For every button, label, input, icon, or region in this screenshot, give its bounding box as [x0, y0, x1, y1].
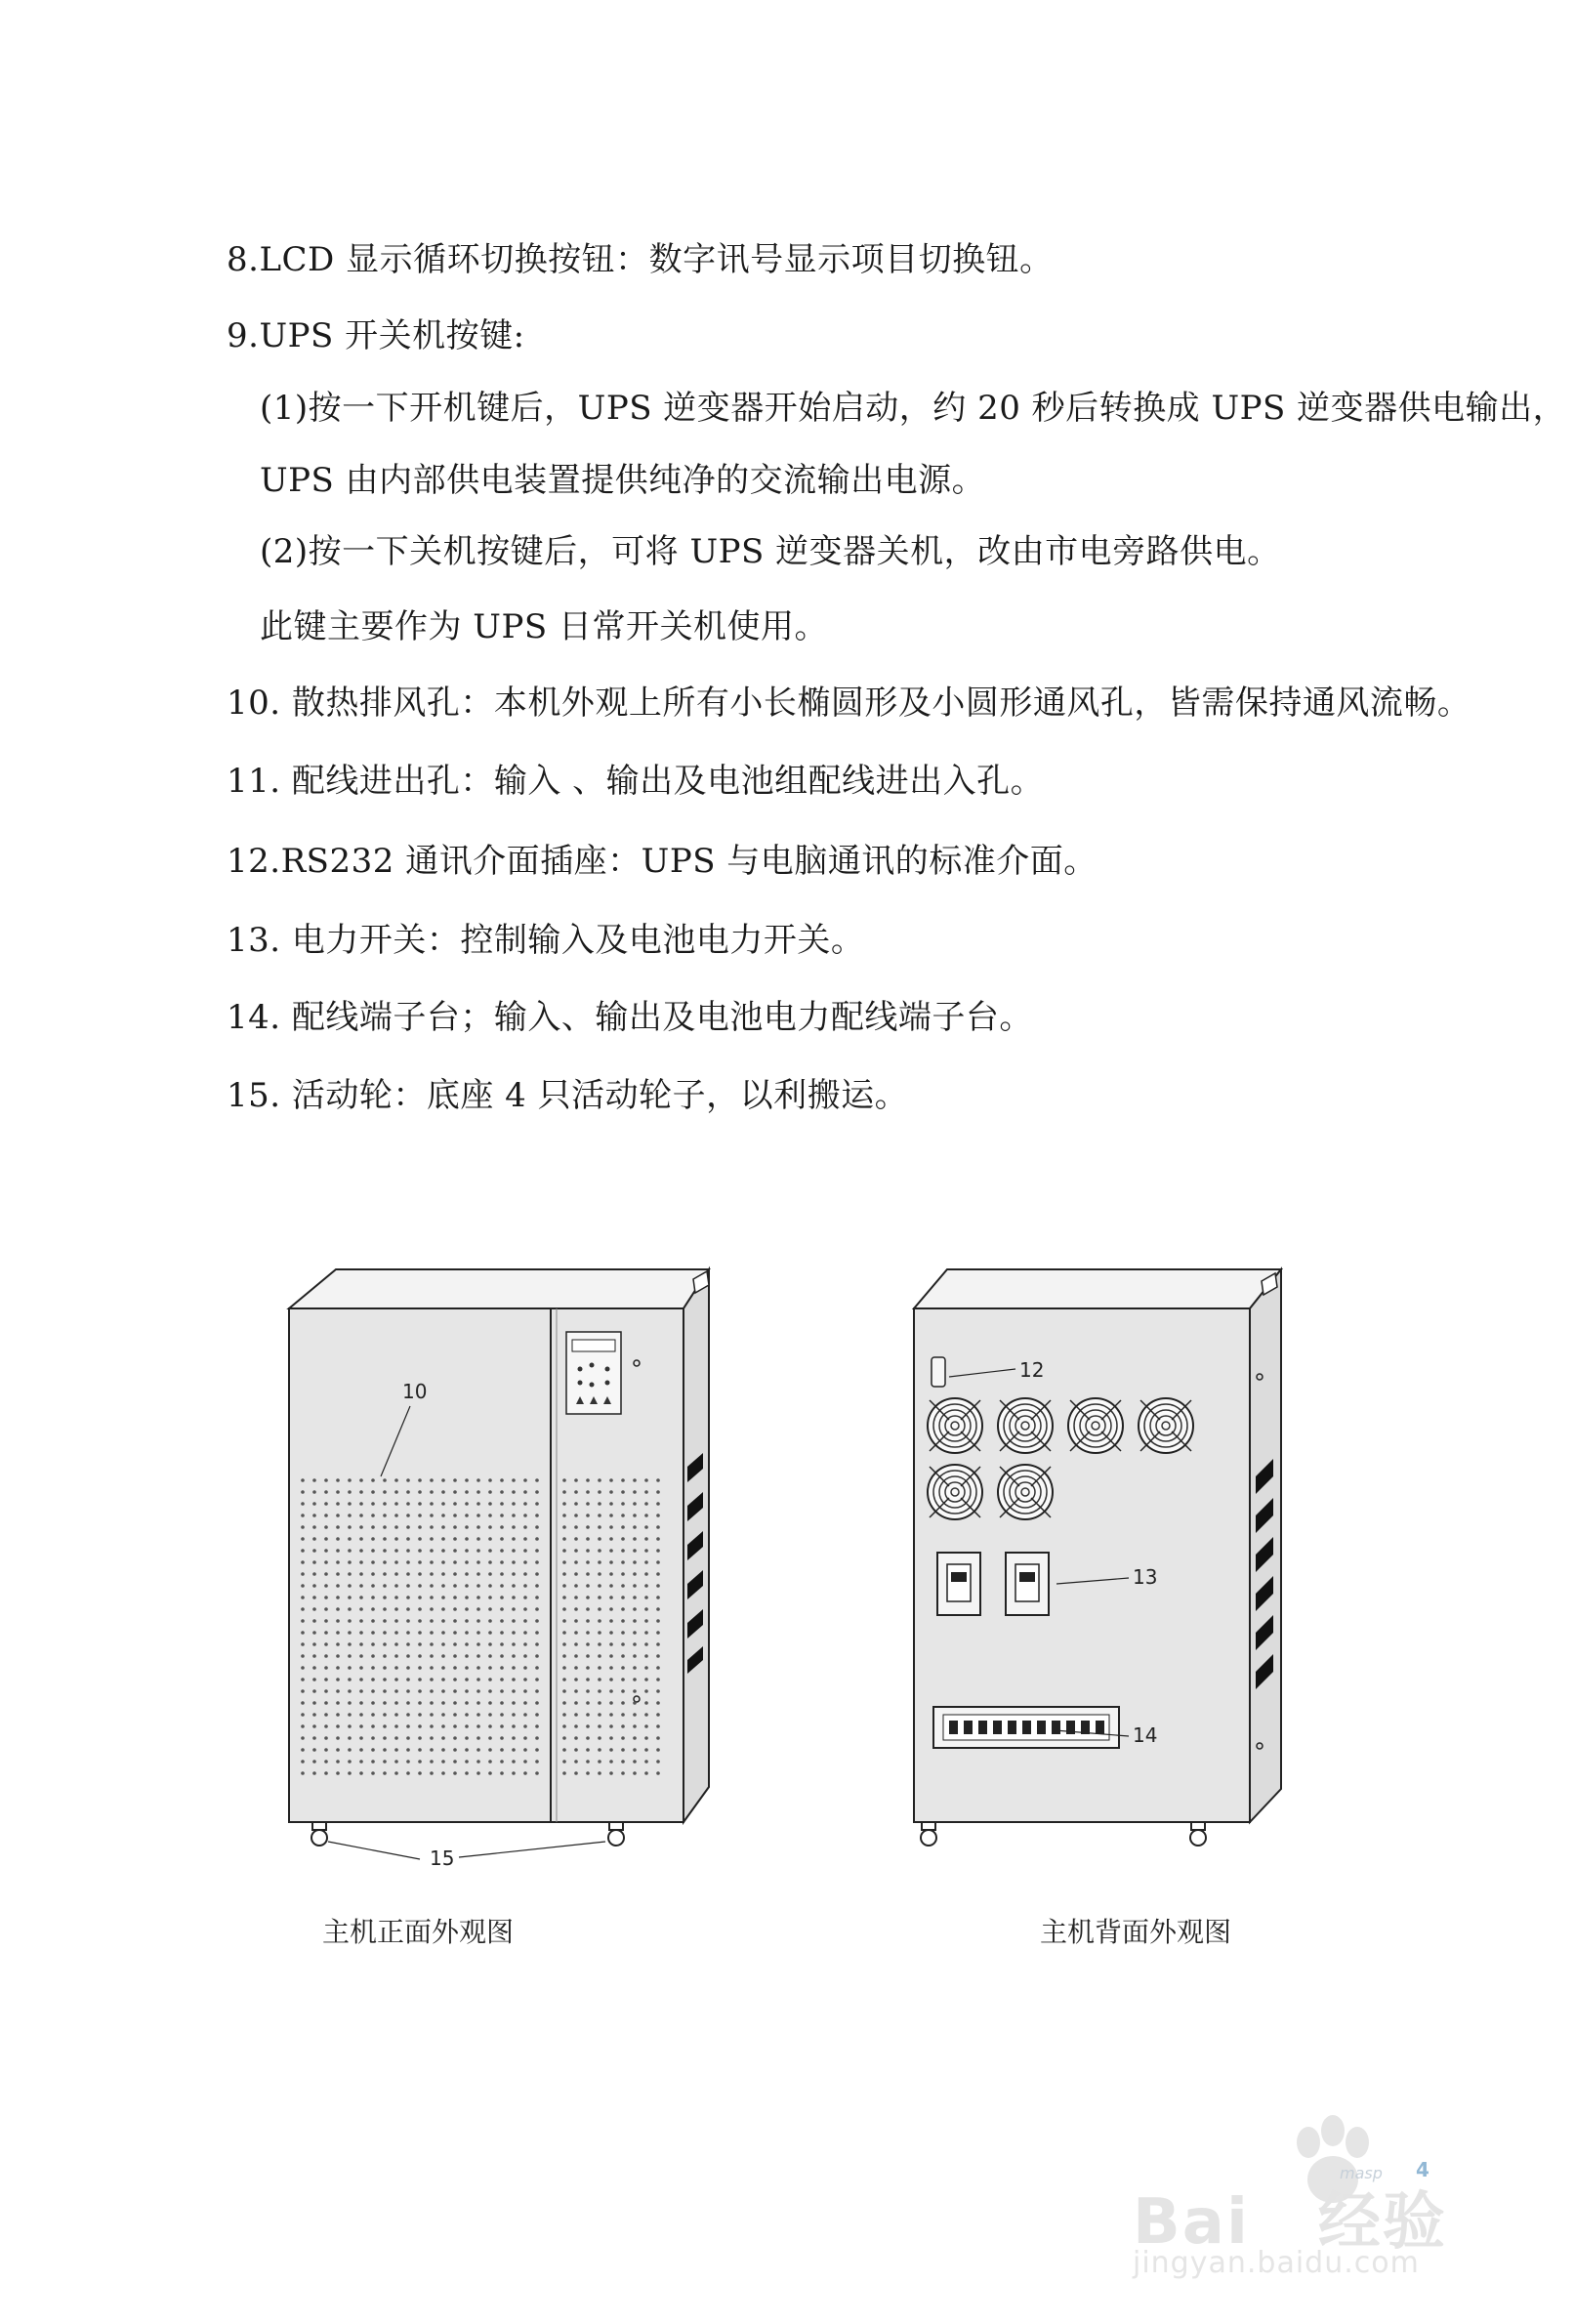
item-9-1-cont: UPS 由内部供电装置提供纯净的交流输出电源。: [260, 461, 986, 500]
item-9: 9.UPS 开关机按键:: [227, 316, 525, 355]
callout-12: 12: [1019, 1358, 1045, 1382]
callout-15: 15: [430, 1847, 455, 1870]
item-11: 11. 配线进出孔：输入 、输出及电池组配线进出入孔。: [227, 762, 1045, 801]
item-14: 14. 配线端子台；输入、输出及电池电力配线端子台。: [227, 998, 1033, 1037]
item-13: 13. 电力开关：控制输入及电池电力开关。: [227, 921, 865, 960]
callout-10: 10: [402, 1380, 428, 1403]
item-9-2: (2)按一下关机按键后，可将 UPS 逆变器关机，改由市电旁路供电。: [260, 532, 1281, 571]
caster-wheels: [921, 1822, 1206, 1846]
baidu-jingyan-watermark: [1133, 2109, 1504, 2280]
item-9-1: (1)按一下开机键后，UPS 逆变器开始启动，约 20 秒后转换成 UPS 逆变器供电输出，: [260, 389, 1567, 428]
watermark-brand: Bai 经验: [1133, 2186, 1447, 2259]
back-view-caption: 主机背面外观图: [1040, 1916, 1232, 1948]
front-view-caption: 主机正面外观图: [322, 1916, 515, 1948]
caster-wheels: [311, 1822, 624, 1846]
page-number: 4: [1416, 2158, 1429, 2181]
item-9-note: 此键主要作为 UPS 日常开关机使用。: [260, 607, 828, 646]
item-12: 12.RS232 通讯介面插座：UPS 与电脑通讯的标准介面。: [227, 842, 1098, 881]
callout-13: 13: [1133, 1565, 1158, 1589]
watermark-small: masp: [1340, 2164, 1383, 2182]
front-view-figure: [273, 1250, 732, 1875]
callout-14: 14: [1133, 1723, 1158, 1747]
item-10: 10. 散热排风孔：本机外观上所有小长椭圆形及小圆形通风孔，皆需保持通风流畅。: [227, 684, 1471, 723]
item-8: 8.LCD 显示循环切换按钮：数字讯号显示项目切换钮。: [227, 240, 1054, 279]
item-15: 15. 活动轮：底座 4 只活动轮子，以利搬运。: [227, 1076, 909, 1115]
back-view-figure: [898, 1250, 1347, 1875]
watermark-url: jingyan.baidu.com: [1133, 2246, 1420, 2280]
